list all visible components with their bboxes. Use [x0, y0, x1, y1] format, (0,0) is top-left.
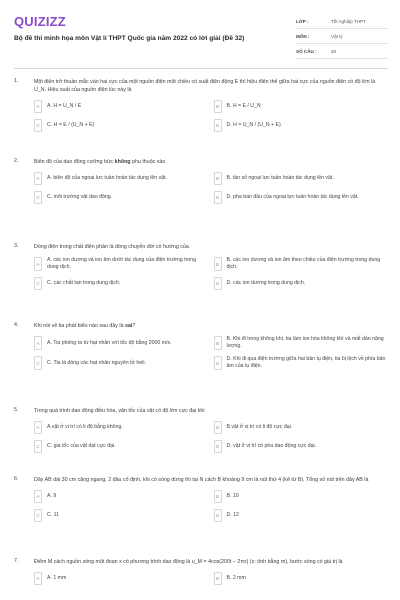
option-a[interactable] — [34, 336, 207, 350]
option-text: D. 12 — [226, 512, 239, 518]
info-row-count — [296, 44, 388, 59]
question-number: 1. — [14, 78, 19, 84]
option-a[interactable] — [34, 421, 207, 434]
option-c[interactable] — [34, 440, 207, 453]
option-text: B. tần số ngoại lực tuần hoàn tác dụng lên vật. — [226, 175, 334, 181]
option-letter: A — [34, 336, 42, 350]
option-letter: D — [214, 356, 222, 370]
question-text: Điểm M cách nguồn sóng một đoạn x có phương trình dao động là u_M = 4cos(200t − 2πx) (x: tính bằng m), bước sóng có giá trị là — [34, 559, 343, 565]
option-b[interactable] — [214, 100, 387, 113]
option-text: D. H = U_N / (U_N + E) — [226, 122, 281, 128]
option-text: D. các ion dương trong dung dịch. — [226, 280, 306, 286]
option-letter: B — [214, 490, 222, 503]
document-header — [14, 10, 388, 62]
info-value: 40 — [331, 48, 337, 54]
option-grid — [34, 572, 386, 585]
option-letter: D — [214, 191, 222, 204]
option-letter: C — [34, 509, 42, 522]
option-text: A. H = U_N / E — [47, 103, 82, 109]
option-letter: B — [214, 572, 222, 585]
question-number: 5. — [14, 407, 19, 413]
option-text: A. 9 — [47, 493, 57, 499]
question-number: 7. — [14, 558, 19, 564]
option-letter: B — [214, 336, 222, 350]
option-b[interactable] — [214, 172, 387, 185]
option-letter: B — [214, 172, 222, 185]
question-5 — [14, 407, 388, 476]
option-grid — [34, 490, 386, 522]
option-grid — [34, 172, 386, 204]
info-label: MÔN : — [296, 33, 310, 39]
option-grid — [34, 421, 386, 453]
option-grid — [34, 336, 386, 370]
option-letter: A — [34, 421, 42, 434]
option-letter: B — [214, 257, 222, 271]
option-a[interactable] — [34, 172, 207, 185]
question-text: Trong quá trình dao động điều hòa, vận tốc của vật có độ lớn cực đại khi — [34, 408, 205, 414]
option-letter: C — [34, 119, 42, 132]
question-2 — [14, 158, 388, 243]
question-text: Dây AB dài 30 cm căng ngang, 2 đầu cố định, khi có sóng dừng thì tại N cách B khoảng 9 cm là nút thứ 4 (kể từ B). Tổng số nút trên dây AB là — [34, 477, 369, 483]
header-divider — [14, 68, 388, 69]
info-value: Vật lý — [331, 33, 343, 39]
option-d[interactable] — [214, 277, 387, 290]
option-d[interactable] — [214, 119, 387, 132]
question-text — [34, 322, 379, 330]
question-text-part: Khi nói về tia phát biểu nào sau đây là — [34, 323, 125, 329]
question-text-part: ? — [132, 323, 136, 329]
quizizz-logo: QUIZIZZ — [14, 14, 66, 29]
option-d[interactable] — [214, 509, 387, 522]
question-number: 6. — [14, 476, 19, 482]
info-box — [296, 14, 388, 59]
question-list — [0, 78, 400, 600]
option-text: B. H = E / U_N — [226, 103, 261, 109]
option-letter: B — [214, 100, 222, 113]
option-d[interactable] — [214, 191, 387, 204]
option-b[interactable] — [214, 421, 387, 434]
option-letter: C — [34, 191, 42, 204]
option-b[interactable] — [214, 257, 387, 271]
option-grid — [34, 100, 386, 132]
option-text: C. môi trường vật dao động. — [47, 194, 113, 200]
option-letter: B — [214, 421, 222, 434]
question-emphasis: sai — [125, 323, 133, 329]
option-text: C. các chất tan trong dung dịch. — [47, 280, 121, 286]
option-c[interactable] — [34, 191, 207, 204]
option-text: B.vật ở vị trí có li độ cực đại. — [226, 424, 293, 430]
question-text: Một điện trở thuần mắc vào hai cực của một nguồn điện một chiều có suất điện động E thì hiệu điện thế giữa hai cực của nguồn điện có độ lớn là U_N. Hiệu suất của nguồn điện lúc này là — [34, 79, 376, 93]
option-b[interactable] — [214, 572, 387, 585]
option-letter: A — [34, 100, 42, 113]
option-letter: A — [34, 572, 42, 585]
option-d[interactable] — [214, 440, 387, 453]
question-text — [34, 158, 379, 166]
question-number: 2. — [14, 158, 19, 164]
option-grid — [34, 257, 386, 290]
question-text: Dòng điện trong chất điện phân là dòng chuyển dời có hướng của — [34, 244, 189, 250]
option-letter: D — [214, 119, 222, 132]
option-letter: C — [34, 440, 42, 453]
option-text: A. các ion dương và ion âm dưới tác dụng của điện trường trong dung dịch. — [47, 257, 196, 270]
option-letter: C — [34, 356, 42, 370]
option-letter: A — [34, 490, 42, 503]
option-letter: A — [34, 257, 42, 271]
option-text: C. Tia là dòng các hạt nhân nguyên tử heli. — [47, 359, 146, 366]
option-letter: D — [214, 277, 222, 290]
option-text: B. 2 mm — [226, 575, 246, 581]
question-number: 3. — [14, 243, 19, 249]
question-3 — [14, 243, 388, 322]
option-a[interactable] — [34, 257, 207, 271]
option-letter: D — [214, 440, 222, 453]
question-7 — [14, 558, 388, 600]
option-text: A. 1 mm — [47, 575, 67, 581]
info-label: SỐ CÂU : — [296, 48, 317, 54]
document-title: Bộ đề thi minh họa môn Vật lí THPT Quốc gia năm 2022 có lời giải (Đề 32) — [14, 35, 245, 42]
question-text-part: Biên độ của dao động cưỡng bức — [34, 159, 115, 165]
option-text: D. vật ở vị trí có pha dao động cực đại. — [226, 443, 317, 449]
option-text: A. biên độ của ngoại lực tuần hoàn tác dụng lên vật. — [47, 175, 167, 181]
option-text: B. các ion dương và ion âm theo chiều của điện trường trong dung dịch. — [226, 257, 381, 270]
option-b[interactable] — [214, 490, 387, 503]
option-a[interactable] — [34, 572, 207, 585]
option-text: C. 11 — [47, 512, 60, 518]
question-text-part: phụ thuộc vào — [130, 159, 166, 165]
question-4 — [14, 322, 388, 407]
option-text: B. 10 — [226, 493, 239, 499]
option-text: B. Khi đi trong không khí, tia làm ion hóa không khí và mất dần năng lượng. — [226, 336, 384, 349]
option-c[interactable] — [34, 509, 207, 522]
option-text: D. pha ban đầu của ngoại lực tuần hoàn tác dụng lên vật. — [226, 194, 359, 200]
info-row-class — [296, 14, 388, 29]
option-a[interactable] — [34, 490, 207, 503]
question-6 — [14, 476, 388, 558]
info-value: Tốt nghiệp THPT — [331, 18, 366, 24]
option-text: A. Tia phóng ra từ hạt nhân với tốc độ bằng 2000 m/s. — [47, 339, 172, 346]
info-row-subject — [296, 29, 388, 44]
option-b[interactable] — [214, 336, 387, 350]
option-text: C. H = E / (U_N + E) — [47, 122, 95, 128]
option-letter: C — [34, 277, 42, 290]
option-c[interactable] — [34, 119, 207, 132]
question-emphasis: không — [114, 159, 131, 165]
option-letter: A — [34, 172, 42, 185]
option-text: A.vật ở vị trí có li độ bằng không. — [47, 424, 123, 430]
question-number: 4. — [14, 322, 19, 328]
option-c[interactable] — [34, 277, 207, 290]
option-c[interactable] — [34, 356, 207, 370]
option-a[interactable] — [34, 100, 207, 113]
option-text: C. gia tốc của vật đạt cực đại. — [47, 443, 116, 449]
option-letter: D — [214, 509, 222, 522]
question-1 — [14, 78, 388, 158]
option-text: D. Khi đi qua điện trường giữa hai bản tụ điện, tia bị lệch về phía bản âm của tụ điện. — [226, 356, 386, 369]
info-label: LỚP : — [296, 18, 309, 24]
option-d[interactable] — [214, 356, 387, 370]
